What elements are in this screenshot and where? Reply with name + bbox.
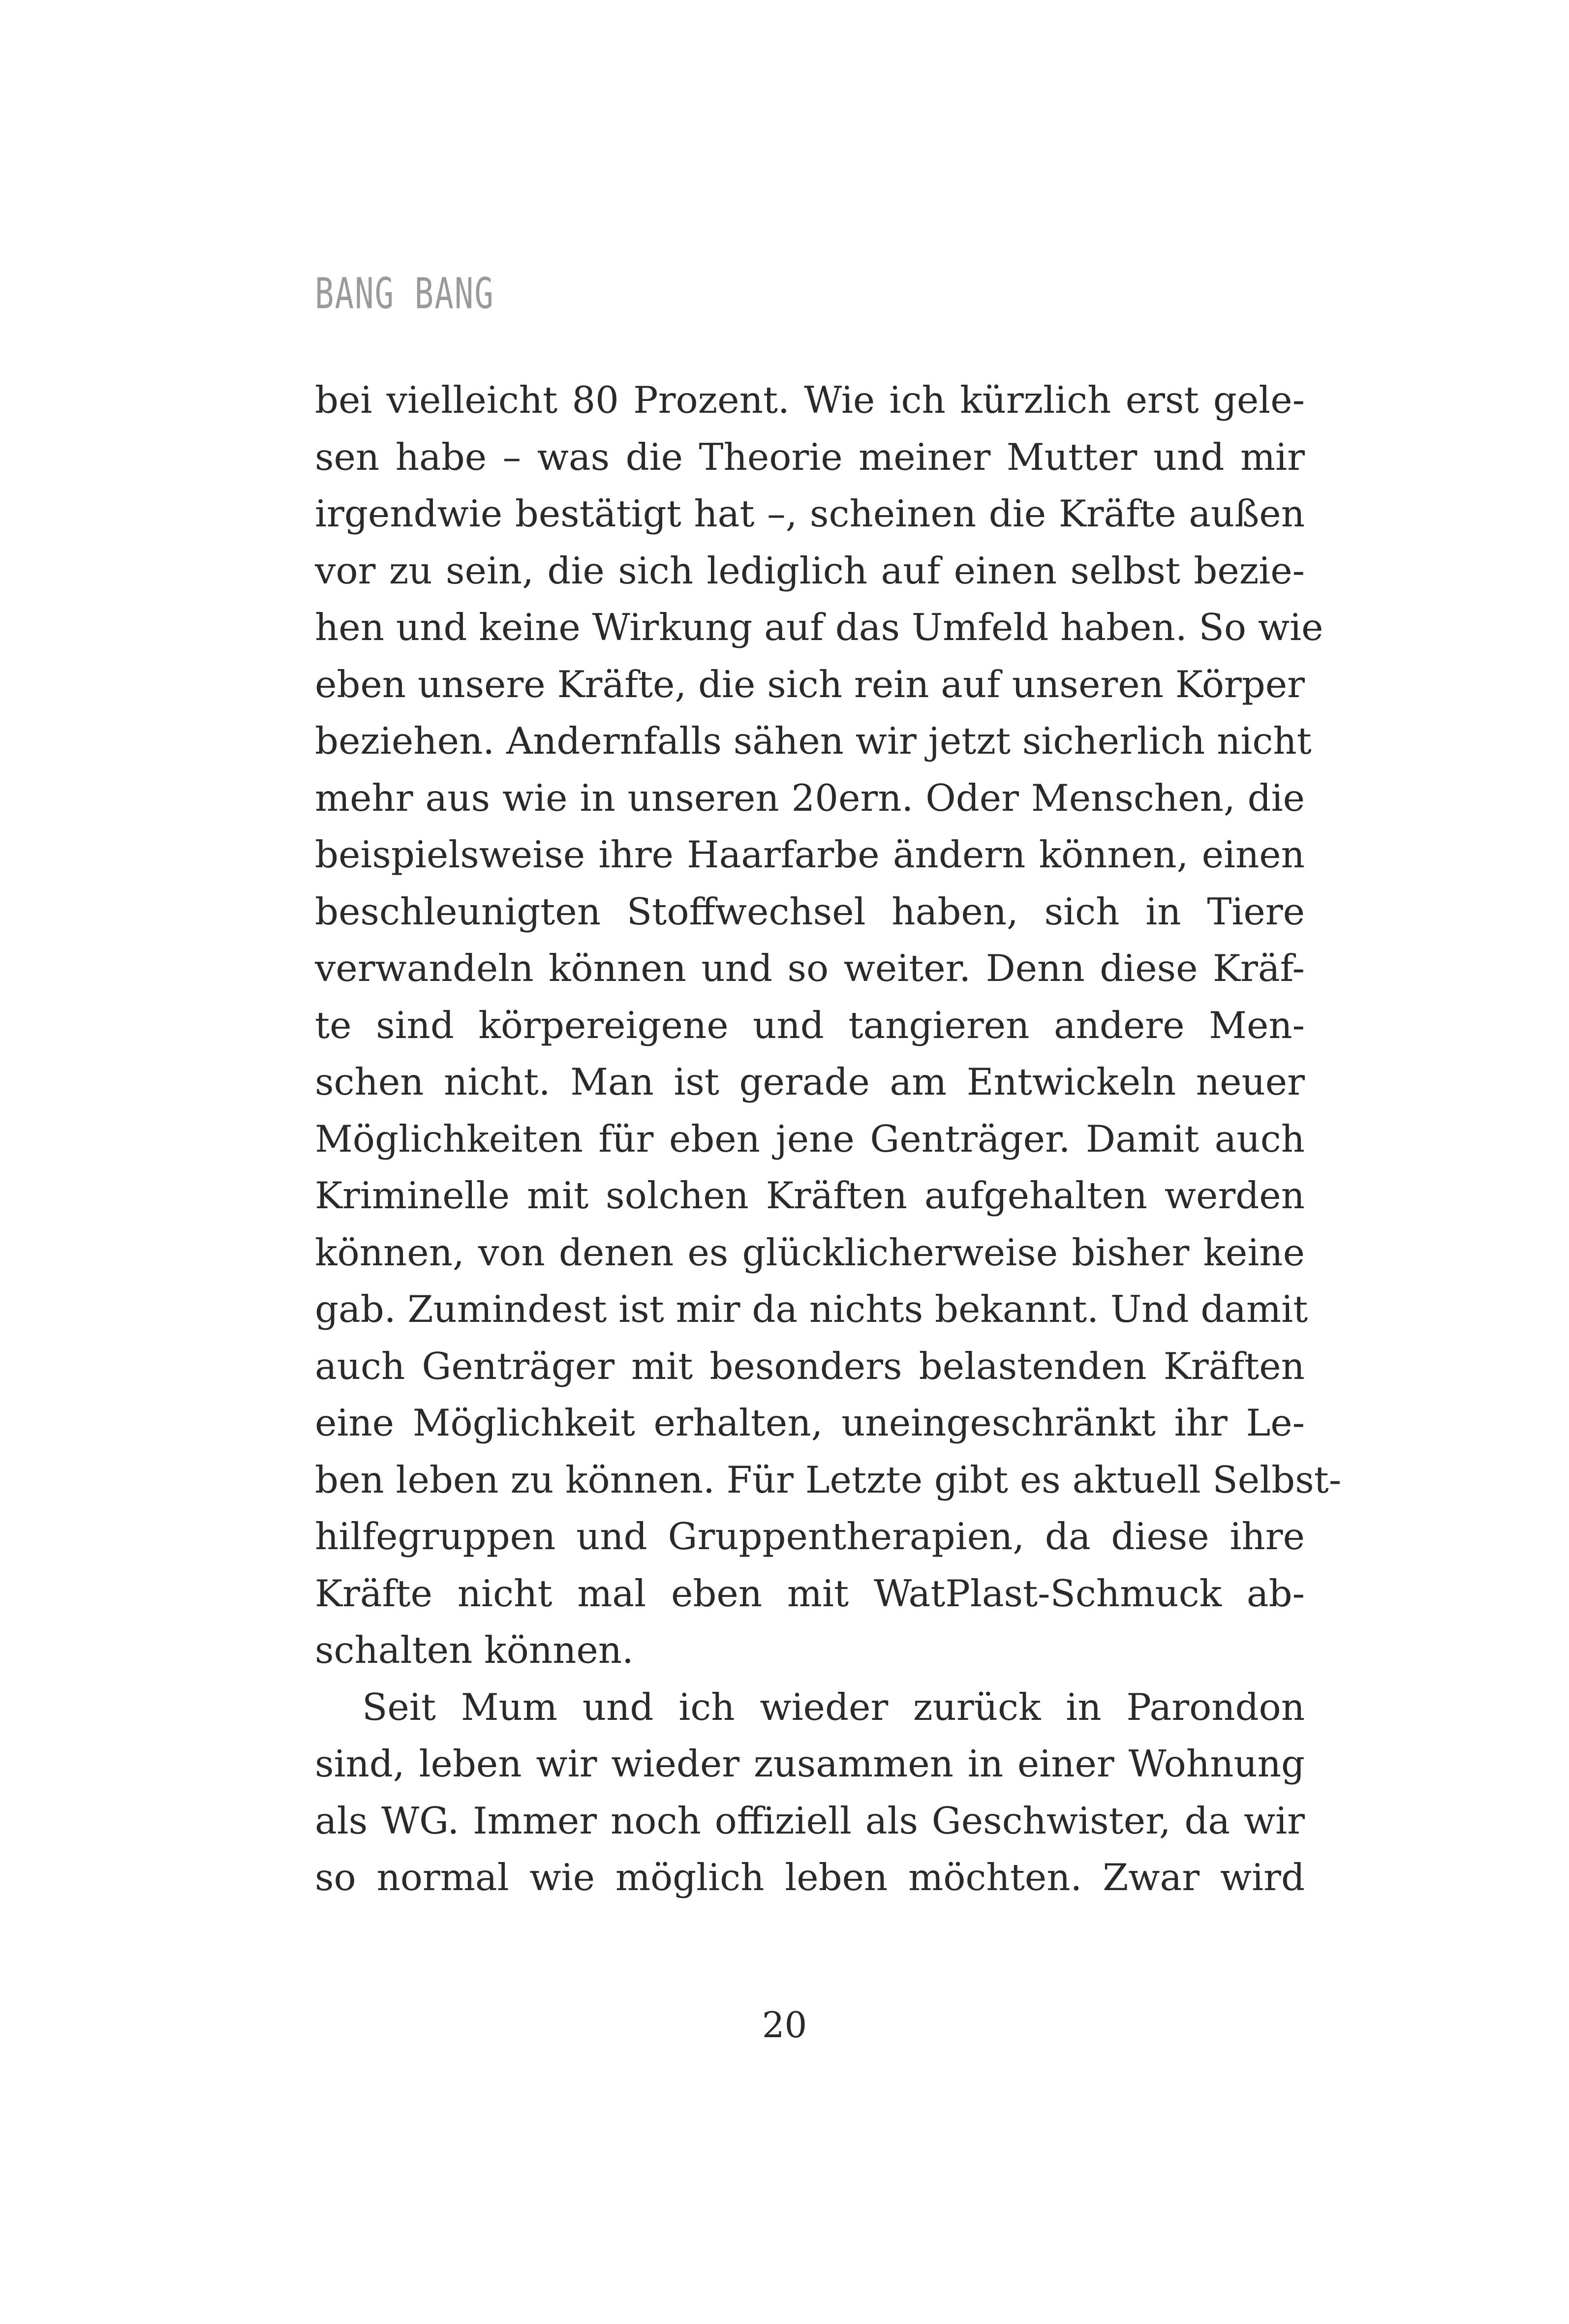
text-line: beschleunigten Stoffwechsel haben, sich in Tiere — [315, 889, 1305, 933]
paragraph — [315, 372, 1342, 1679]
text-line: mehr aus wie in unseren 20ern. Oder Menschen, die — [315, 776, 1305, 820]
text-line: eine Möglichkeit erhalten, uneingeschränkt ihr Le- — [315, 1401, 1305, 1444]
text-line: beispielsweise ihre Haarfarbe ändern können, einen — [315, 833, 1305, 876]
text-line: schalten können. — [315, 1628, 634, 1672]
text-line: schen nicht. Man ist gerade am Entwickeln neuer — [315, 1060, 1305, 1103]
text-line: beziehen. Andernfalls sähen wir jetzt sicherlich nicht — [315, 719, 1312, 763]
text-line: verwandeln können und so weiter. Denn diese Kräf- — [315, 947, 1305, 990]
text-line: hen und keine Wirkung auf das Umfeld haben. So wie — [315, 606, 1323, 649]
paragraph — [315, 1679, 1305, 1906]
text-line: Kriminelle mit solchen Kräften aufgehalten werden — [315, 1174, 1305, 1217]
text-line: te sind körpereigene und tangieren andere Men- — [315, 1003, 1305, 1047]
text-line: auch Genträger mit besonders belastenden Kräften — [315, 1344, 1305, 1388]
text-line: als WG. Immer noch offiziell als Geschwister, da wir — [315, 1799, 1305, 1842]
text-line: bei vielleicht 80 Prozent. Wie ich kürzlich erst gele- — [315, 378, 1305, 422]
page-number: 20 — [762, 2004, 807, 2046]
text-line: irgendwie bestätigt hat –, scheinen die Kräfte außen — [315, 492, 1305, 535]
text-line: hilfegruppen und Gruppentherapien, da diese ihre — [315, 1515, 1305, 1558]
text-line: sind, leben wir wieder zusammen in einer Wohnung — [315, 1742, 1305, 1785]
body-text — [315, 372, 1342, 1906]
running-header: BANG BANG — [315, 270, 494, 319]
text-line: Kräfte nicht mal eben mit WatPlast-Schmuck ab- — [315, 1571, 1305, 1615]
text-line: gab. Zumindest ist mir da nichts bekannt. Und damit — [315, 1287, 1308, 1331]
text-line: Seit Mum und ich wieder zurück in Parondon — [362, 1685, 1305, 1729]
text-line: so normal wie möglich leben möchten. Zwar wird — [315, 1856, 1305, 1899]
text-line: Möglichkeiten für eben jene Genträger. Damit auch — [315, 1117, 1305, 1161]
text-line: ben leben zu können. Für Letzte gibt es aktuell Selbst- — [315, 1458, 1342, 1501]
text-line: vor zu sein, die sich lediglich auf einen selbst bezie- — [315, 549, 1305, 592]
text-line: können, von denen es glücklicherweise bisher keine — [315, 1230, 1305, 1274]
text-line: sen habe – was die Theorie meiner Mutter und mir — [315, 435, 1305, 479]
text-line: eben unsere Kräfte, die sich rein auf unseren Körper — [315, 662, 1305, 706]
